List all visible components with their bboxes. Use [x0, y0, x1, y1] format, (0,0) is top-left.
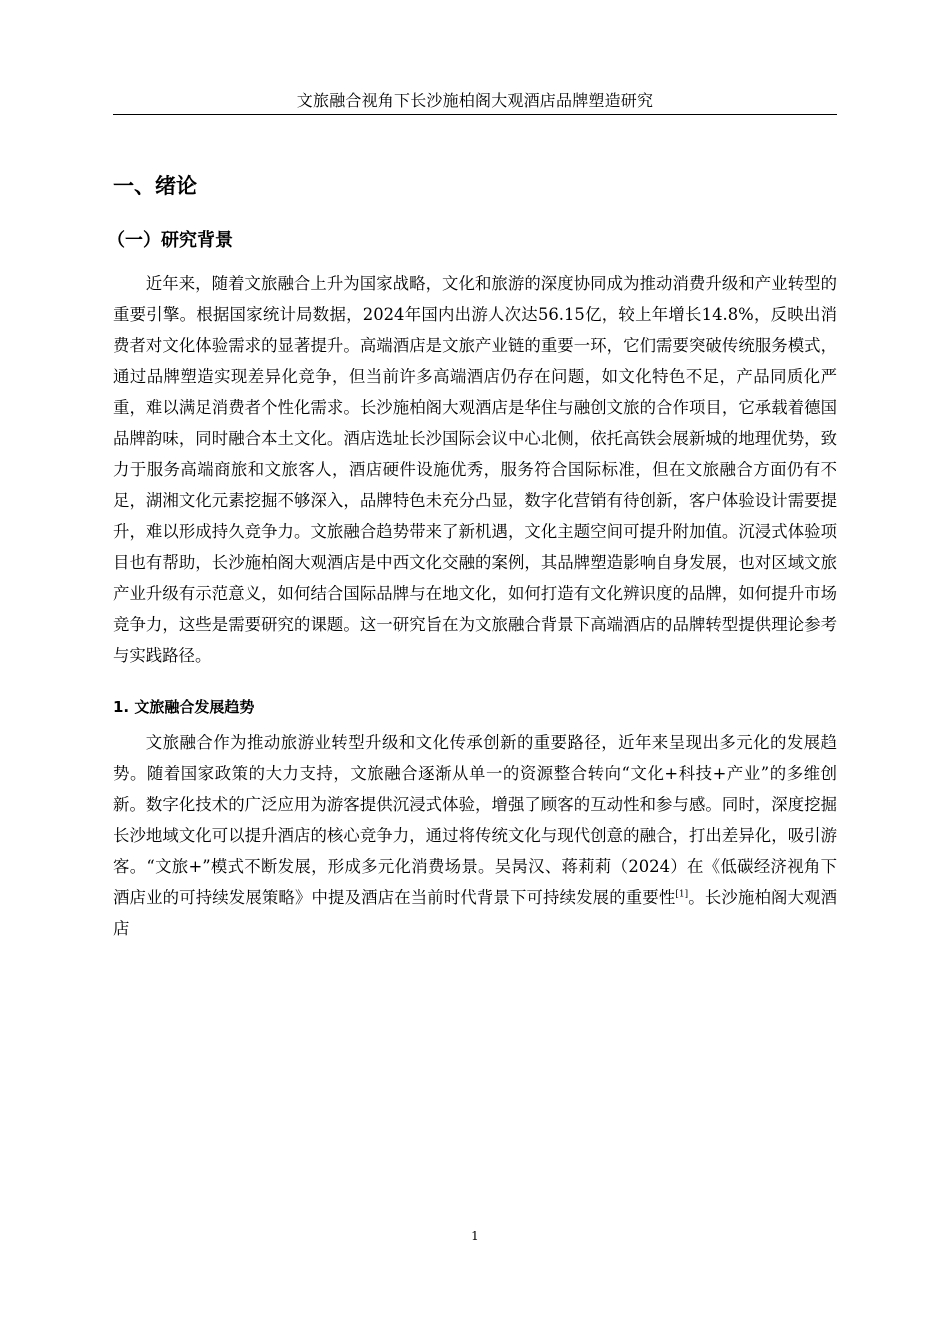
section-heading: （一）研究背景	[107, 230, 233, 251]
paragraph-text: 。长沙施柏阁大观酒店	[113, 888, 838, 938]
body-paragraph	[113, 727, 837, 944]
subsection-heading: 1. 文旅融合发展趋势	[113, 698, 255, 716]
paragraph-text: 文旅融合作为推动旅游业转型升级和文化传承创新的重要路径，近年来呈现出多元化的发展趋势。随着国家政策的大力支持，文旅融合逐渐从单一的资源整合转向“文化+科技+产业”的多维创新。数字化技术的广泛应用为游客提供沉浸式体验，增强了顾客的互动性和参与感。同时，深度挖掘长沙地域文化可以提升酒店的核心竞争力，通过将传统文化与现代创意的融合，打出差异化，吸引游客。“文旅+”模式不断发展，形成多元化消费场景。吴昺汉、蒋莉莉（2024）在《低碳经济视角下酒店业的可持续发展策略》中提及酒店在当前时代背景下可持续发展的重要性	[113, 733, 837, 907]
page-number: 1	[471, 1229, 479, 1243]
citation-marker[interactable]: [1]	[675, 889, 689, 900]
body-paragraph: 近年来，随着文旅融合上升为国家战略，文化和旅游的深度协同成为推动消费升级和产业转型的重要引擎。根据国家统计局数据，2024年国内出游人次达56.15亿，较上年增长14.8%，反映出消费者对文化体验需求的显著提升。高端酒店是文旅产业链的重要一环，它们需要突破传统服务模式，通过品牌塑造实现差异化竞争，但当前许多高端酒店仍存在问题，如文化特色不足，产品同质化严重，难以满足消费者个性化需求。长沙施柏阁大观酒店是华住与融创文旅的合作项目，它承载着德国品牌韵味，同时融合本土文化。酒店选址长沙国际会议中心北侧，依托高铁会展新城的地理优势，致力于服务高端商旅和文旅客人，酒店硬件设施优秀，服务符合国际标准，但在文旅融合方面仍有不足，湖湘文化元素挖掘不够深入，品牌特色未充分凸显，数字化营销有待创新，客户体验设计需要提升，难以形成持久竞争力。文旅融合趋势带来了新机遇，文化主题空间可提升附加值。沉浸式体验项目也有帮助，长沙施柏阁大观酒店是中西文化交融的案例，其品牌塑造影响自身发展，也对区域文旅产业升级有示范意义，如何结合国际品牌与在地文化，如何打造有文化辨识度的品牌，如何提升市场竞争力，这些是需要研究的课题。这一研究旨在为文旅融合背景下高端酒店的品牌转型提供理论参考与实践路径。	[113, 274, 837, 665]
document-body	[107, 166, 838, 944]
running-header: 文旅融合视角下长沙施柏阁大观酒店品牌塑造研究	[113, 88, 837, 115]
chapter-heading: 一、绪论	[113, 174, 197, 198]
